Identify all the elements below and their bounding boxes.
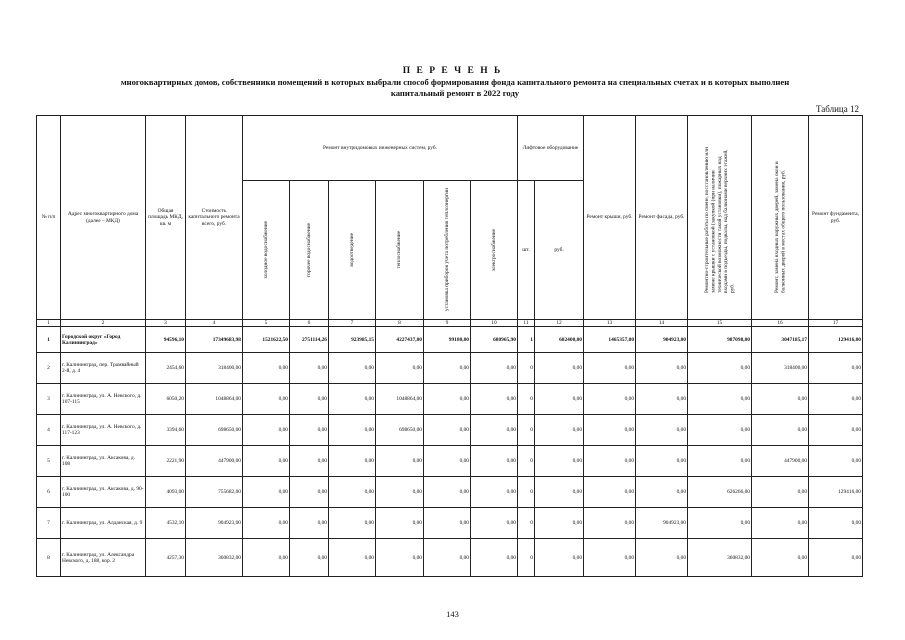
row-roof: 1465357,00 xyxy=(584,327,636,353)
row-area: 6050,20 xyxy=(146,384,186,415)
row-meters: 0,00 xyxy=(424,539,471,577)
row-heating: 0,00 xyxy=(376,446,424,477)
row-electric: 0,00 xyxy=(471,539,518,577)
row-area: 4532,10 xyxy=(146,508,186,539)
column-number: 15 xyxy=(688,320,752,327)
row-lift-rub: 0,00 xyxy=(535,446,584,477)
row-electric: 0,00 xyxy=(471,353,518,384)
row-area: 2221,90 xyxy=(146,446,186,477)
row-area: 2454,60 xyxy=(146,353,186,384)
row-cold-water: 1521622,50 xyxy=(243,327,290,353)
row-area: 94596,10 xyxy=(146,327,186,353)
row-roof: 0,00 xyxy=(584,539,636,577)
row-electric: 0,00 xyxy=(471,446,518,477)
header-lift-units: шт. xyxy=(518,181,535,320)
row-number: 1 xyxy=(37,327,61,353)
column-number: 3 xyxy=(146,320,186,327)
row-address: г. Калининград, ул. Александра Невского, д. 188, кор. 2 xyxy=(61,539,146,577)
table-header xyxy=(37,116,863,327)
row-doors: 0,00 xyxy=(752,415,809,446)
table-row xyxy=(37,327,863,353)
column-number: 11 xyxy=(518,320,535,327)
row-works: 0,00 xyxy=(688,446,752,477)
row-electric: 680965,90 xyxy=(471,327,518,353)
header-lift-group: Лифтовое оборудование xyxy=(518,116,584,181)
row-facade: 0,00 xyxy=(636,384,688,415)
row-electric: 0,00 xyxy=(471,477,518,508)
table-body xyxy=(37,327,863,577)
row-foundation: 129416,00 xyxy=(809,327,863,353)
header-electric: электроснабжение xyxy=(490,228,497,272)
row-heating: 4227437,00 xyxy=(376,327,424,353)
header-heating-cell xyxy=(376,181,424,320)
row-doors: 0,00 xyxy=(752,508,809,539)
row-lift-rub: 0,00 xyxy=(535,508,584,539)
row-roof: 0,00 xyxy=(584,477,636,508)
header-roof: Ремонт крыши, руб. xyxy=(584,116,636,320)
row-hot-water: 0,00 xyxy=(290,415,329,446)
row-doors: 3047185,17 xyxy=(752,327,809,353)
subtitle-line-2: капитальный ремонт в 2022 году xyxy=(390,88,520,98)
row-roof: 0,00 xyxy=(584,384,636,415)
row-area: 4093,00 xyxy=(146,477,186,508)
row-lift-rub: 0,00 xyxy=(535,415,584,446)
row-foundation: 0,00 xyxy=(809,539,863,577)
header-doors-cell xyxy=(752,116,809,320)
table-row xyxy=(37,415,863,446)
row-number: 2 xyxy=(37,353,61,384)
row-area: 3394,60 xyxy=(146,415,186,446)
row-hot-water: 0,00 xyxy=(290,477,329,508)
header-sewage-cell xyxy=(329,181,376,320)
header-sewage: водоотведение xyxy=(348,233,355,267)
row-number: 5 xyxy=(37,446,61,477)
header-works: Ремонтно-строительные работы по смене, восстановлению или замене крышки с установкой (закупкой (при наличии технической возможности такой установки), пожарных над входами в подъезды, подвалы, над балконами верхних этажей, руб. xyxy=(703,146,736,293)
row-doors: 318400,00 xyxy=(752,353,809,384)
row-facade: 0,00 xyxy=(636,353,688,384)
row-lift-rub: 602400,00 xyxy=(535,327,584,353)
table-row xyxy=(37,477,863,508)
row-electric: 0,00 xyxy=(471,415,518,446)
column-number: 10 xyxy=(471,320,518,327)
header-cold-water: холодное водоснабжение xyxy=(262,221,269,279)
row-facade: 0,00 xyxy=(636,539,688,577)
table-row xyxy=(37,384,863,415)
row-hot-water: 0,00 xyxy=(290,384,329,415)
row-lift-units: 0 xyxy=(518,384,535,415)
row-address: г. Калининград, пер. Трамвайный 2-й, д. 4 xyxy=(61,353,146,384)
row-sewage: 0,00 xyxy=(329,508,376,539)
row-facade: 0,00 xyxy=(636,446,688,477)
column-number: 14 xyxy=(636,320,688,327)
row-foundation: 0,00 xyxy=(809,508,863,539)
row-lift-units: 0 xyxy=(518,415,535,446)
row-heating: 0,00 xyxy=(376,508,424,539)
row-facade: 0,00 xyxy=(636,477,688,508)
header-hot-water-cell xyxy=(290,181,329,320)
row-lift-units: 0 xyxy=(518,539,535,577)
row-address: г. Калининград, ул. Аксакова, д. 108 xyxy=(61,446,146,477)
row-doors: 0,00 xyxy=(752,384,809,415)
header-doors: Ремонт, замена входных наружных дверей, замена окон и балконных дверей в местах общего пользования, руб. xyxy=(773,160,787,293)
column-number: 17 xyxy=(809,320,863,327)
row-meters: 0,00 xyxy=(424,477,471,508)
header-heating: теплоснабжение xyxy=(396,231,403,269)
header-facade: Ремонт фасада, руб. xyxy=(636,116,688,320)
row-address: г. Калининград, ул. А. Невского, д. 117-123 xyxy=(61,415,146,446)
row-total: 904923,00 xyxy=(186,508,243,539)
column-number: 13 xyxy=(584,320,636,327)
row-heating: 698650,00 xyxy=(376,415,424,446)
row-cold-water: 0,00 xyxy=(243,353,290,384)
row-sewage: 0,00 xyxy=(329,539,376,577)
row-lift-rub: 0,00 xyxy=(535,353,584,384)
column-number: 4 xyxy=(186,320,243,327)
row-address: г. Калининград, ул. Аксакова, д. 90-100 xyxy=(61,477,146,508)
row-sewage: 0,00 xyxy=(329,415,376,446)
row-number: 4 xyxy=(37,415,61,446)
row-sewage: 0,00 xyxy=(329,477,376,508)
subtitle-line-1: многоквартирных домов, собственники помещений в которых выбрали способ формирования фонда капитального ремонта на специальных счетах и в которых выполнен xyxy=(120,77,790,87)
row-lift-units: 0 xyxy=(518,508,535,539)
row-number: 3 xyxy=(37,384,61,415)
row-hot-water: 0,00 xyxy=(290,353,329,384)
row-meters: 0,00 xyxy=(424,384,471,415)
row-number: 8 xyxy=(37,539,61,577)
row-cold-water: 0,00 xyxy=(243,539,290,577)
header-num: № п/п xyxy=(37,116,61,320)
row-works: 0,00 xyxy=(688,384,752,415)
column-number: 8 xyxy=(376,320,424,327)
row-cold-water: 0,00 xyxy=(243,415,290,446)
row-foundation: 0,00 xyxy=(809,353,863,384)
row-hot-water: 0,00 xyxy=(290,539,329,577)
row-lift-rub: 0,00 xyxy=(535,477,584,508)
row-meters: 0,00 xyxy=(424,353,471,384)
row-meters: 0,00 xyxy=(424,446,471,477)
row-meters: 0,00 xyxy=(424,508,471,539)
row-lift-rub: 0,00 xyxy=(535,539,584,577)
row-lift-units: 0 xyxy=(518,446,535,477)
repair-list-table xyxy=(36,115,863,577)
row-heating: 1048864,00 xyxy=(376,384,424,415)
row-roof: 0,00 xyxy=(584,446,636,477)
row-address: г. Калининград, ул. А. Невского, д. 107-115 xyxy=(61,384,146,415)
row-total: 698650,00 xyxy=(186,415,243,446)
row-foundation: 0,00 xyxy=(809,446,863,477)
row-foundation: 0,00 xyxy=(809,384,863,415)
column-number: 12 xyxy=(535,320,584,327)
row-total: 17349683,98 xyxy=(186,327,243,353)
page-number: 143 xyxy=(446,609,459,619)
header-lift-rub: руб. xyxy=(535,181,584,320)
column-number: 2 xyxy=(61,320,146,327)
header-hot-water: горячее водоснабжение xyxy=(305,223,312,277)
column-number: 5 xyxy=(243,320,290,327)
row-lift-rub: 0,00 xyxy=(535,384,584,415)
column-number: 16 xyxy=(752,320,809,327)
row-works: 987098,00 xyxy=(688,327,752,353)
header-works-cell xyxy=(688,116,752,320)
row-electric: 0,00 xyxy=(471,508,518,539)
column-number: 1 xyxy=(37,320,61,327)
row-heating: 0,00 xyxy=(376,353,424,384)
header-foundation: Ремонт фундамента, руб. xyxy=(809,116,863,320)
column-number: 6 xyxy=(290,320,329,327)
row-works: 0,00 xyxy=(688,353,752,384)
row-total: 318400,00 xyxy=(186,353,243,384)
row-sewage: 0,00 xyxy=(329,384,376,415)
row-works: 0,00 xyxy=(688,508,752,539)
row-address: г. Калининград, ул. Алданская, д. 9 xyxy=(61,508,146,539)
row-address: Городской округ «Город Калининград» xyxy=(61,327,146,353)
row-doors: 0,00 xyxy=(752,477,809,508)
row-works: 0,00 xyxy=(688,415,752,446)
header-cost-total: Стоимость капитального ремонта всего, руб. xyxy=(186,116,243,320)
row-sewage: 0,00 xyxy=(329,446,376,477)
row-roof: 0,00 xyxy=(584,415,636,446)
row-lift-units: 1 xyxy=(518,327,535,353)
row-works: 626266,00 xyxy=(688,477,752,508)
row-meters: 0,00 xyxy=(424,415,471,446)
row-total: 447900,00 xyxy=(186,446,243,477)
table-number: Таблица 12 xyxy=(816,104,859,114)
row-total: 1048864,00 xyxy=(186,384,243,415)
row-sewage: 923985,15 xyxy=(329,327,376,353)
row-total: 360832,00 xyxy=(186,539,243,577)
row-area: 4257,30 xyxy=(146,539,186,577)
row-hot-water: 2751114,26 xyxy=(290,327,329,353)
row-foundation: 129416,00 xyxy=(809,477,863,508)
header-meters-cell xyxy=(424,181,471,320)
column-number: 9 xyxy=(424,320,471,327)
row-roof: 0,00 xyxy=(584,353,636,384)
table-row xyxy=(37,446,863,477)
row-doors: 0,00 xyxy=(752,539,809,577)
row-number: 7 xyxy=(37,508,61,539)
row-foundation: 0,00 xyxy=(809,415,863,446)
row-roof: 0,00 xyxy=(584,508,636,539)
row-meters: 99180,00 xyxy=(424,327,471,353)
header-address: Адрес многоквартирного дома (далее – МКД) xyxy=(61,116,146,320)
row-hot-water: 0,00 xyxy=(290,508,329,539)
row-number: 6 xyxy=(37,477,61,508)
column-number: 7 xyxy=(329,320,376,327)
row-electric: 0,00 xyxy=(471,384,518,415)
document-title: П Е Р Е Ч Е Н Ь xyxy=(402,66,503,76)
row-cold-water: 0,00 xyxy=(243,508,290,539)
header-cold-water-cell xyxy=(243,181,290,320)
row-cold-water: 0,00 xyxy=(243,446,290,477)
row-heating: 0,00 xyxy=(376,539,424,577)
table-row xyxy=(37,539,863,577)
header-meters: установка приборов учета потребления теплоэнергии xyxy=(443,188,450,312)
row-hot-water: 0,00 xyxy=(290,446,329,477)
header-area: Общая площадь МКД, кв. м xyxy=(146,116,186,320)
table-row xyxy=(37,508,863,539)
header-electric-cell xyxy=(471,181,518,320)
row-sewage: 0,00 xyxy=(329,353,376,384)
header-systems-group: Ремонт внутридомовых инженерных систем, руб. xyxy=(243,116,518,181)
table-row xyxy=(37,353,863,384)
row-facade: 904923,00 xyxy=(636,327,688,353)
row-works: 360832,00 xyxy=(688,539,752,577)
row-facade: 904923,00 xyxy=(636,508,688,539)
column-number-row xyxy=(37,320,863,327)
document-subtitle xyxy=(40,77,870,99)
row-total: 755682,00 xyxy=(186,477,243,508)
row-doors: 447900,00 xyxy=(752,446,809,477)
row-cold-water: 0,00 xyxy=(243,477,290,508)
row-heating: 0,00 xyxy=(376,477,424,508)
row-lift-units: 0 xyxy=(518,353,535,384)
row-facade: 0,00 xyxy=(636,415,688,446)
row-cold-water: 0,00 xyxy=(243,384,290,415)
row-lift-units: 0 xyxy=(518,477,535,508)
